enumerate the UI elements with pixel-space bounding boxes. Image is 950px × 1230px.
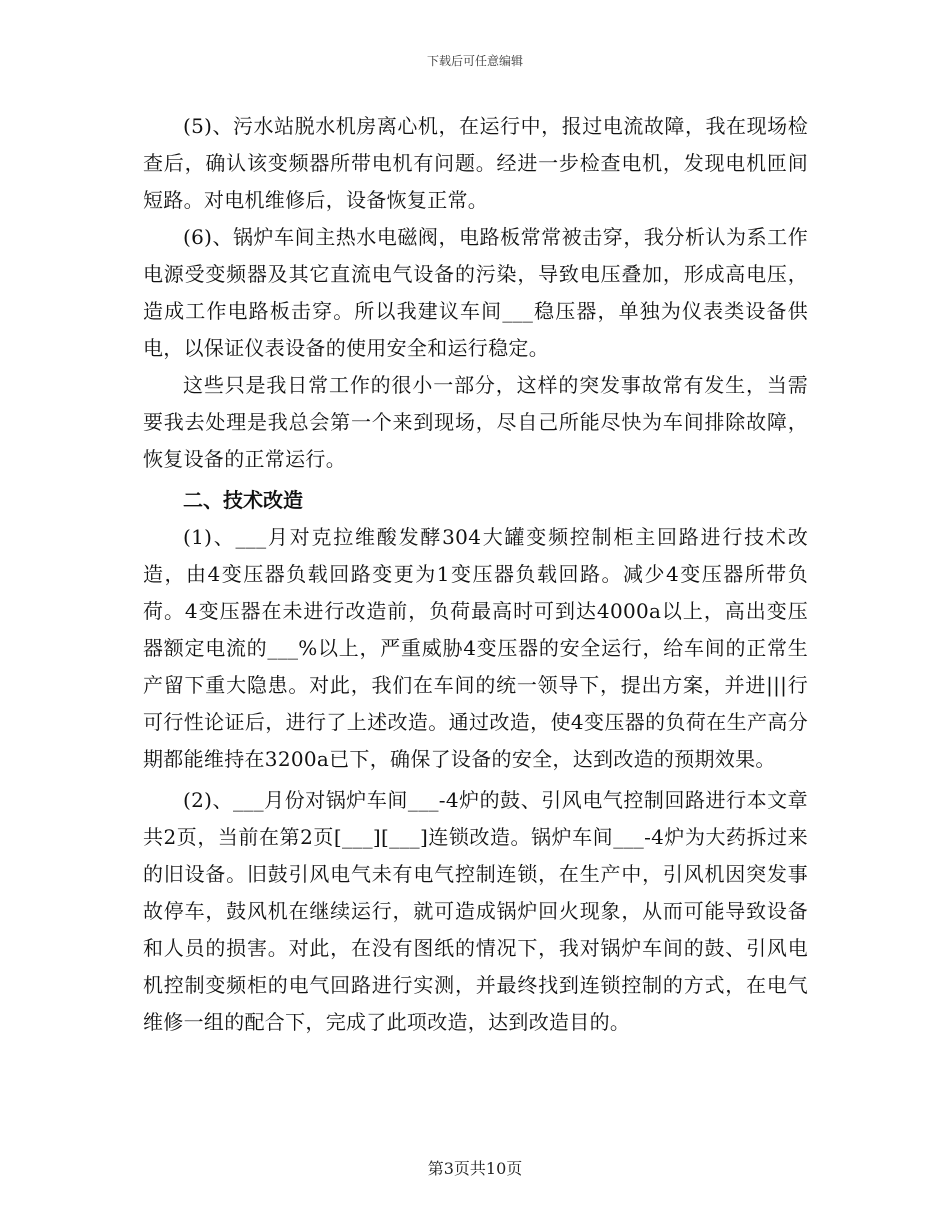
page-footer: 第3页共10页 [427, 1159, 523, 1178]
paragraph-tech-2: (2)、___月份对锅炉车间___-4炉的鼓、引风电气控制回路进行本文章共2页，当前在第2页[___][___]连锁改造。锅炉车间___-4炉为大药拆过来的旧设备。旧鼓引风电气未有电气控制连锁，在生产中，引风机因突发事故停车，鼓风机在继续运行，就可造成锅炉回火现象，从而可能导致设备和人员的损害。对此，在没有图纸的情况下，我对锅炉车间的鼓、引风电机控制变频柜的电气回路进行实测，并最终找到连锁控制的方式，在电气维修一组的配合下，完成了此项改造，达到改造目的。 [143, 788, 808, 1034]
page-header: 下载后可任意编辑 [426, 54, 523, 68]
page-content [143, 108, 808, 1041]
paragraph-item-5: (5)、污水站脱水机房离心机，在运行中，报过电流故障，我在现场检查后，确认该变频器所带电机有问题。经进一步检查电机，发现电机匝间短路。对电机维修后，设备恢复正常。 [143, 114, 808, 212]
paragraph-summary: 这些只是我日常工作的很小一部分，这样的突发事故常有发生，当需要我去处理是我总会第一个来到现场，尽自己所能尽快为车间排除故障，恢复设备的正常运行。 [143, 373, 808, 471]
paragraph-tech-1: (1)、___月对克拉维酸发酵304大罐变频控制柜主回路进行技术改造，由4变压器负载回路变更为1变压器负载回路。减少4变压器所带负荷。4变压器在未进行改造前，负荷最高时可到达4000a以上，高出变压器额定电流的___%以上，严重威胁4变压器的安全运行，给车间的正常生产留下重大隐患。对此，我们在车间的统一领导下，提出方案，并进|||行可行性论证后，进行了上述改造。通过改造，使4变压器的负荷在生产高分期都能维持在3200a已下，确保了设备的安全，达到改造的预期效果。 [143, 525, 808, 771]
section-heading: 二、技术改造 [183, 488, 303, 512]
paragraph-item-6: (6)、锅炉车间主热水电磁阀，电路板常常被击穿，我分析认为系工作电源受变频器及其它直流电气设备的污染，导致电压叠加，形成高电压，造成工作电路板击穿。所以我建议车间___稳压器，单独为仪表类设备供电，以保证仪表设备的使用安全和运行稳定。 [143, 225, 808, 360]
